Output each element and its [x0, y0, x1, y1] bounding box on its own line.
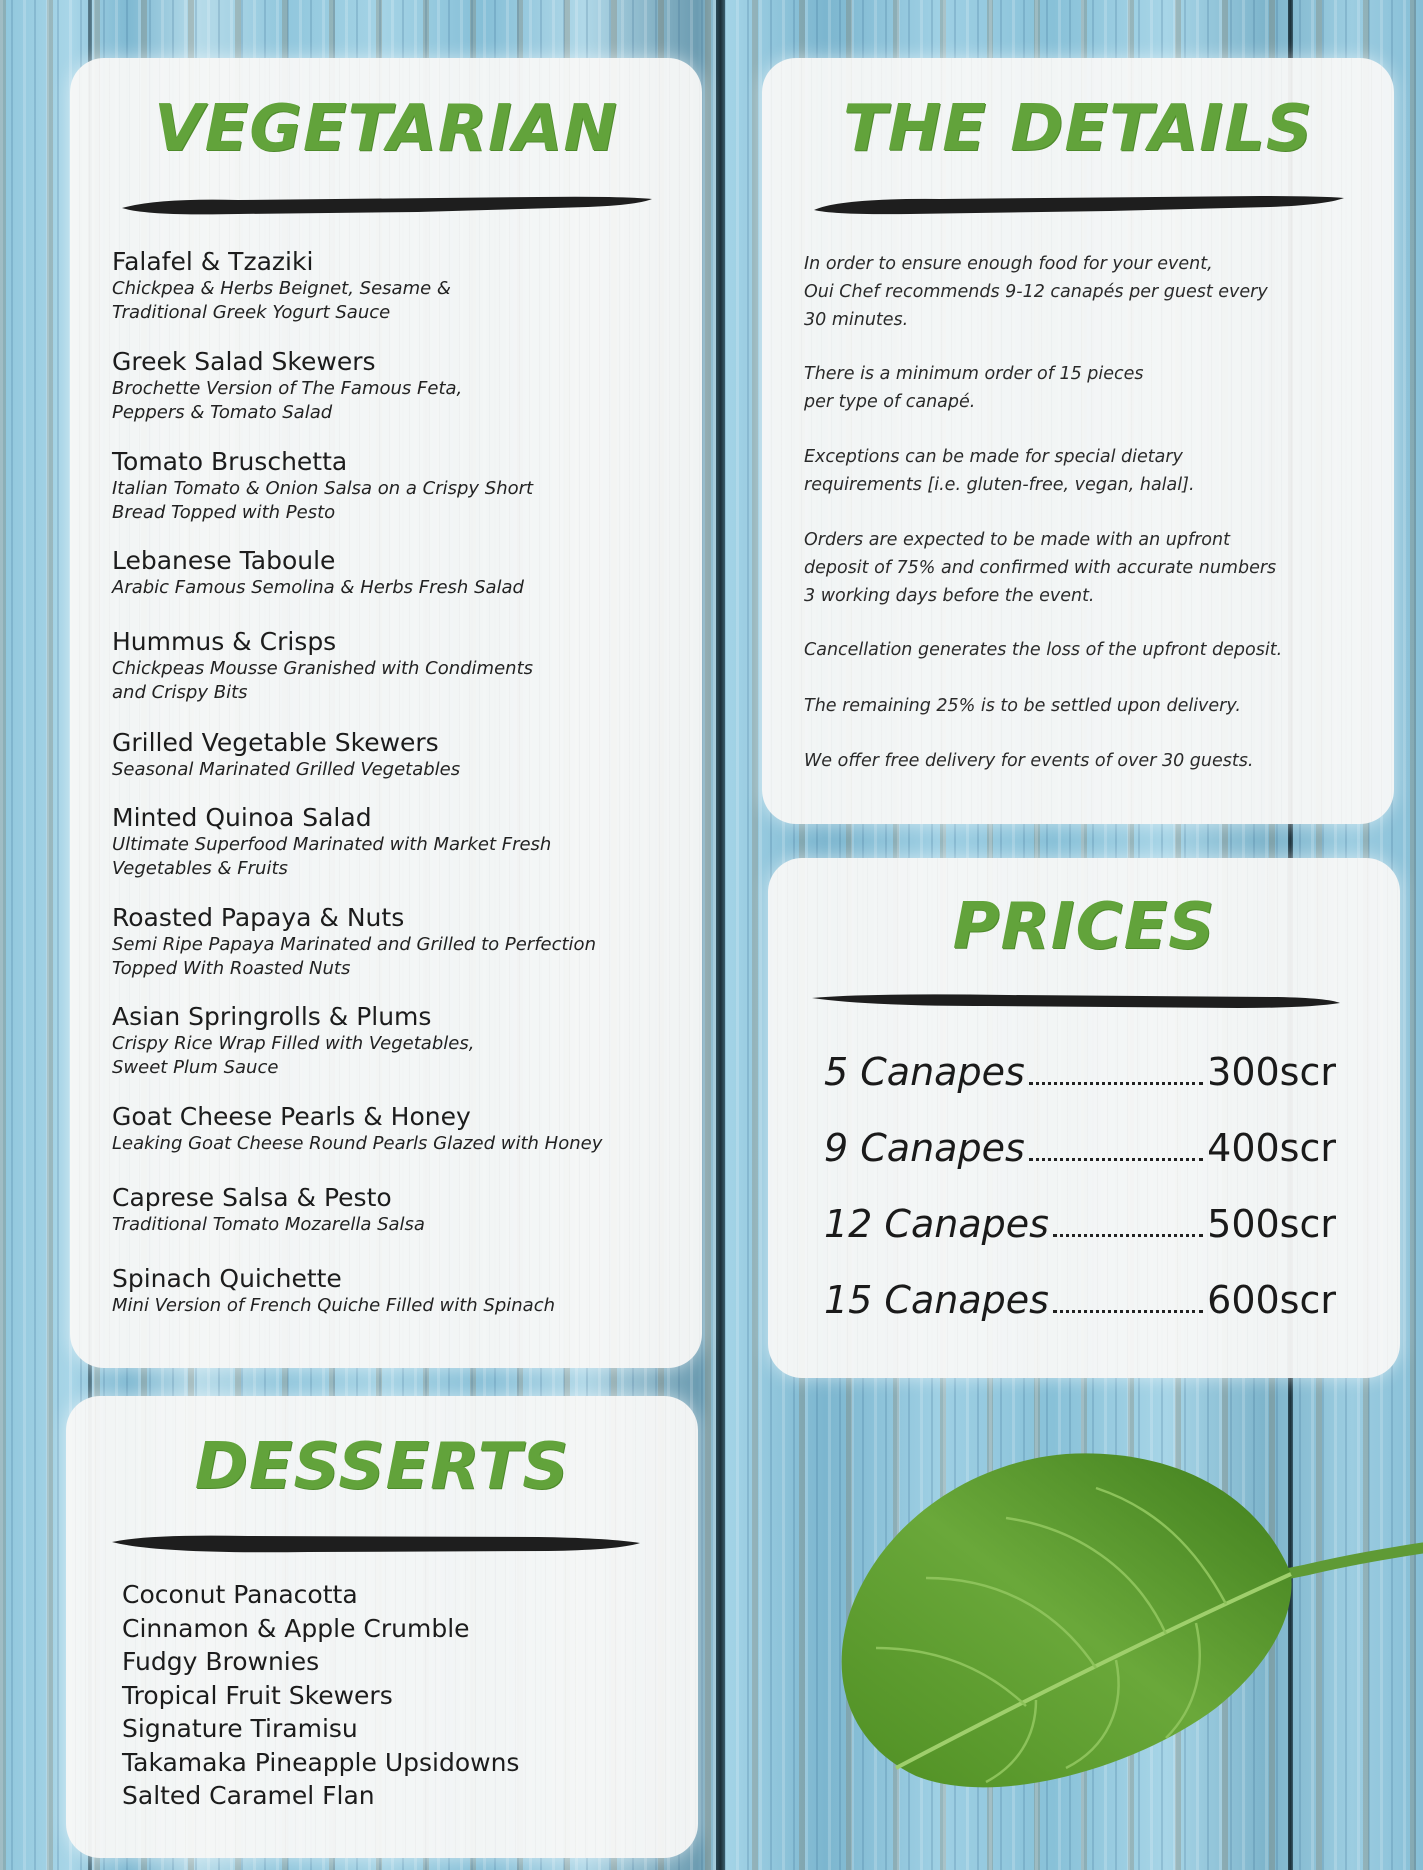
menu-item: [112, 446, 533, 525]
menu-item-name: Greek Salad Skewers: [112, 347, 376, 376]
dessert-list: [122, 1578, 519, 1813]
price-value: 400scr: [1207, 1126, 1336, 1170]
menu-item: [112, 727, 460, 782]
dessert-item: Cinnamon & Apple Crumble: [122, 1613, 470, 1643]
menu-item-name: Spinach Quichette: [112, 1264, 342, 1293]
price-label: 12 Canapes: [824, 1202, 1049, 1246]
menu-item-name: Roasted Papaya & Nuts: [112, 903, 405, 932]
menu-item-name: Goat Cheese Pearls & Honey: [112, 1102, 471, 1131]
menu-item-name: Falafel & Tzaziki: [112, 247, 314, 276]
menu-item-description: Chickpea & Herbs Beignet, Sesame & Traditional Greek Yogurt Sauce: [112, 278, 451, 323]
menu-item-name: Hummus & Crisps: [112, 627, 337, 656]
menu-item: [112, 802, 551, 881]
prices-heading: PRICES: [952, 890, 1216, 964]
details-paragraph: We offer free delivery for events of over 30 guests.: [804, 751, 1254, 771]
menu-item-name: Tomato Bruschetta: [112, 447, 348, 476]
menu-item: [112, 545, 524, 600]
menu-item-description: Brochette Version of The Famous Feta, Peppers & Tomato Salad: [112, 378, 463, 423]
dessert-item: Salted Caramel Flan: [122, 1781, 375, 1810]
details-heading: THE DETAILS: [843, 92, 1313, 166]
menu-item-description: Mini Version of French Quiche Filled with Spinach: [112, 1295, 556, 1316]
dessert-item: Signature Tiramisu: [122, 1714, 358, 1743]
brush-stroke-divider: [118, 192, 656, 218]
price-leader-dots: [1029, 1081, 1203, 1085]
dessert-item: Tropical Fruit Skewers: [122, 1680, 393, 1710]
dessert-item: Fudgy Brownies: [122, 1647, 320, 1676]
menu-item-description: Traditional Tomato Mozarella Salsa: [112, 1214, 425, 1235]
price-row: [824, 1050, 1336, 1100]
menu-item-description: Crispy Rice Wrap Filled with Vegetables, Sweet Plum Sauce: [112, 1033, 475, 1078]
price-leader-dots: [1029, 1157, 1203, 1161]
menu-item: [112, 346, 462, 425]
details-paragraph: There is a minimum order of 15 pieces per type of canapé.: [804, 364, 1144, 412]
price-value: 300scr: [1207, 1050, 1336, 1094]
menu-item: [112, 902, 596, 981]
plank-gap: [716, 0, 725, 1870]
price-leader-dots: [1053, 1233, 1203, 1237]
details-paragraph: Orders are expected to be made with an upfront deposit of 75% and confirmed with accurate numbers 3 working days before the event.: [804, 530, 1277, 606]
dessert-item: Coconut Panacotta: [122, 1580, 358, 1609]
details-paragraph: The remaining 25% is to be settled upon delivery.: [804, 696, 1241, 716]
menu-item-description: Italian Tomato & Onion Salsa on a Crispy Short Bread Topped with Pesto: [112, 478, 534, 523]
details-paragraph: Cancellation generates the loss of the upfront deposit.: [804, 640, 1283, 660]
details-paragraph: Exceptions can be made for special dietary requirements [i.e. gluten-free, vegan, halal].: [804, 447, 1195, 495]
vegetarian-heading: VEGETARIAN: [154, 92, 618, 166]
price-row: [824, 1126, 1336, 1176]
price-label: 15 Canapes: [824, 1278, 1049, 1322]
brush-stroke-divider: [810, 192, 1348, 218]
menu-item-name: Minted Quinoa Salad: [112, 803, 372, 832]
dessert-item: Takamaka Pineapple Upsidowns: [122, 1747, 520, 1777]
menu-item: [112, 1263, 555, 1318]
menu-item: [112, 246, 451, 325]
menu-item-description: Seasonal Marinated Grilled Vegetables: [112, 759, 461, 780]
brush-stroke-divider: [108, 1530, 644, 1556]
menu-item-description: Chickpeas Mousse Granished with Condiments and Crispy Bits: [112, 658, 534, 703]
price-value: 600scr: [1207, 1278, 1336, 1322]
price-label: 5 Canapes: [824, 1050, 1025, 1094]
menu-item-description: Ultimate Superfood Marinated with Market Fresh Vegetables & Fruits: [112, 834, 552, 879]
menu-item: [112, 1101, 602, 1156]
price-value: 500scr: [1207, 1202, 1336, 1246]
price-row: [824, 1202, 1336, 1252]
menu-item-name: Caprese Salsa & Pesto: [112, 1183, 392, 1212]
menu-item-description: Arabic Famous Semolina & Herbs Fresh Salad: [112, 577, 524, 598]
brush-stroke-divider: [808, 990, 1344, 1016]
price-leader-dots: [1053, 1309, 1203, 1313]
price-row: [824, 1278, 1336, 1328]
menu-item-name: Asian Springrolls & Plums: [112, 1002, 432, 1031]
menu-item-description: Semi Ripe Papaya Marinated and Grilled to Perfection Topped With Roasted Nuts: [112, 934, 596, 979]
menu-item-name: Lebanese Taboule: [112, 546, 336, 575]
menu-item-name: Grilled Vegetable Skewers: [112, 728, 439, 757]
menu-item: [112, 1001, 474, 1080]
basil-leaf-icon: [836, 1448, 1423, 1792]
menu-item-description: Leaking Goat Cheese Round Pearls Glazed with Honey: [112, 1133, 603, 1154]
price-label: 9 Canapes: [824, 1126, 1025, 1170]
menu-item: [112, 626, 533, 705]
desserts-heading: DESSERTS: [194, 1430, 570, 1504]
details-paragraph: In order to ensure enough food for your event, Oui Chef recommends 9-12 canapés per guest every 30 minutes.: [804, 254, 1268, 330]
menu-item: [112, 1182, 425, 1237]
